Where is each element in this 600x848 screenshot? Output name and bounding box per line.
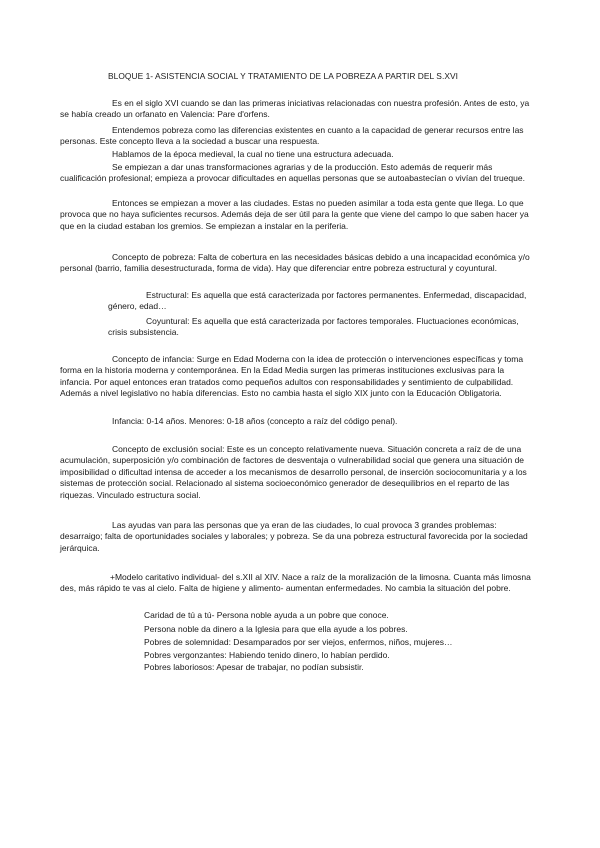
exclusion-concept: Concepto de exclusión social: Este es un concepto relativamente nueva. Situación concreta a raíz de de una acumulación, superposición y/o combinación de factores de desventaja o vulnerabilidad social que genera una situación de imposibilidad o dificultad intensa de acceder a los mecanismos de desarrollo personal, de inserción sociocomunitaria y a los sistemas de protección social. Relacionado al sistema socioeconómico generador de desequilibrios en el reparto de las riquezas. Vinculado estructura social. [60, 444, 527, 500]
intro-paragraph-1: Es en el siglo XVI cuando se dan las primeras iniciativas relacionadas con nuestra profesión. Antes de esto, ya se había creado un orfanato en Valencia: Pare d'orfens. [60, 98, 530, 120]
infancia-ages: Infancia: 0-14 años. Menores: 0-18 años (concepto a raíz del código penal). [112, 416, 398, 426]
list-item: Persona noble da dinero a la Iglesia para que ella ayude a los pobres. [144, 624, 408, 634]
pobreza-concept: Concepto de pobreza: Falta de cobertura en las necesidades básicas debido a una incapacidad económica y/o personal (barrio, familia desestructurada, forma de vida). Hay que diferenciar entre pobreza estructural y coyuntural. [60, 252, 530, 274]
pobreza-estructural-text: Estructural: Es aquella que está caracterizada por factores permanentes. Enfermedad, discapacidad, género, edad… [108, 290, 527, 312]
infancia-concept: Concepto de infancia: Surge en Edad Moderna con la idea de protección o intervenciones específicas y toma forma en la historia moderna y contemporánea. En la Edad Media surgen las primeras instituciones exclusivas para la infancia. Por aquel entonces eran tratados como pequeños adultos con responsabilidades y sentimiento de culpabilidad. Además a nivel legislativo no había diferencias. Esto no cambia hasta el siglo XIX junto con la Educación Obligatoria. [60, 354, 524, 399]
intro-paragraph-4: Se empiezan a dar unas transformaciones agrarias y de la producción. Esto además de requerir más cualificación profesional; empieza a provocar dificultades en aquellas personas que se autoabastecían o vivían del trueque. [60, 162, 525, 184]
intro-paragraph-5: Entonces se empiezan a mover a las ciudades. Estas no pueden asimilar a toda esta gente que llega. Lo que provoca que no haya suficientes recursos. Además deja de ser útil para la gente que viene del campo lo que saben hacer ya que en la ciudad estaban los gremios. Se empiezan a instalar en la periferia. [60, 198, 529, 231]
intro-paragraph-3: Hablamos de la época medieval, la cual no tiene una estructura adecuada. [112, 149, 394, 159]
document-title: BLOQUE 1- ASISTENCIA SOCIAL Y TRATAMIENTO DE LA POBREZA A PARTIR DEL S.XVI [108, 71, 458, 81]
pobreza-coyuntural [108, 316, 528, 339]
list-item: Pobres de solemnidad: Desamparados por ser viejos, enfermos, niños, mujeres… [144, 637, 453, 647]
list-item: Caridad de tú a tú- Persona noble ayuda a un pobre que conoce. [144, 610, 389, 620]
intro-paragraph-2: Entendemos pobreza como las diferencias existentes en cuanto a la capacidad de generar recursos entre las personas. Este concepto lleva a la sociedad a buscar una respuesta. [60, 125, 524, 147]
modelo-caritativo: +Modelo caritativo individual- del s.XII al XIV. Nace a raíz de la moralización de la limosna. Cuanta más limosna des, más rápido te vas al cielo. Falta de higiene y alimento- aumentan enfermedades. No cambia la situación del pobre. [60, 572, 531, 594]
pobreza-estructural [108, 290, 528, 313]
list-item: Pobres vergonzantes: Habiendo tenido dinero, lo habían perdido. [144, 650, 390, 660]
pobreza-coyuntural-text: Coyuntural: Es aquella que está caracterizada por factores temporales. Fluctuaciones económicas, crisis subsistencia. [108, 316, 519, 338]
list-item: Pobres laboriosos: Apesar de trabajar, no podían subsistir. [144, 662, 364, 672]
ayudas-paragraph: Las ayudas van para las personas que ya eran de las ciudades, lo cual provoca 3 grandes problemas: desarraigo; falta de oportunidades sociales y laborales; y pobreza. Se da una pobreza estructural favorecida por la sociedad jerárquica. [60, 520, 528, 553]
